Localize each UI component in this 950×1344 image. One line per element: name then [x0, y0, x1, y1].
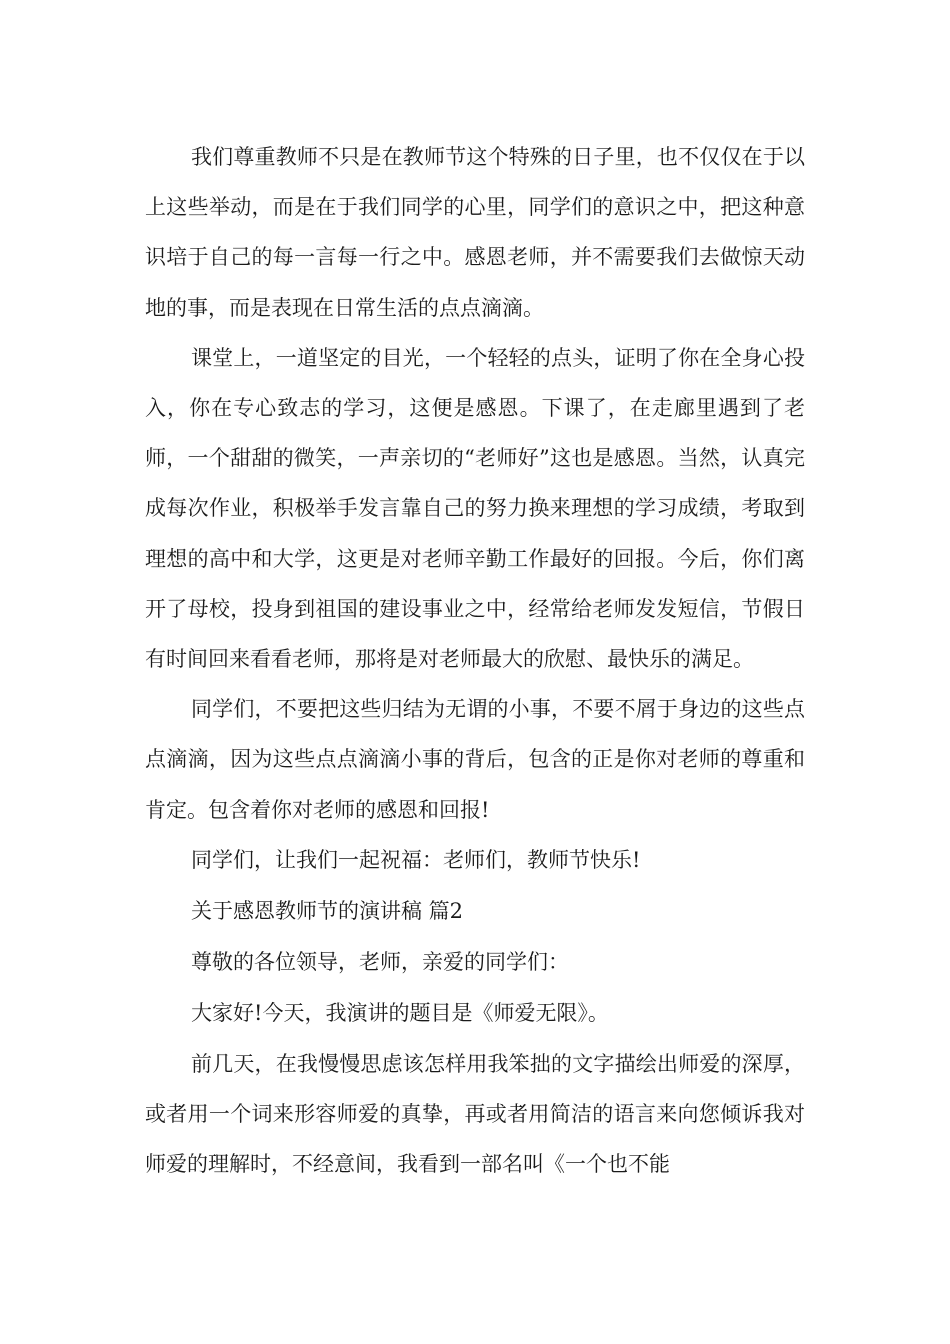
paragraph-small-things: 同学们，不要把这些归结为无谓的小事，不要不屑于身边的这些点点滴滴，因为这些点点滴滴小事的背后，包含的正是你对老师的尊重和肯定。包含着你对老师的感恩和回报! [145, 697, 805, 822]
paragraph-few-days-ago: 前几天，在我慢慢思虑该怎样用我笨拙的文字描绘出师爱的深厚，或者用一个词来形容师爱的真挚，再或者用简洁的语言来向您倾诉我对师爱的理解时，不经意间，我看到一部名叫《一个也不能 [145, 1051, 805, 1177]
section-heading-speech-2: 关于感恩教师节的演讲稿 篇2 [191, 898, 464, 923]
document-body [145, 132, 805, 1189]
paragraph-salutation: 尊敬的各位领导，老师，亲爱的同学们： [191, 949, 569, 974]
paragraph-blessing: 同学们，让我们一起祝福：老师们，教师节快乐! [191, 847, 641, 872]
paragraph-respect-teachers: 我们尊重教师不只是在教师节这个特殊的日子里，也不仅仅在于以上这些举动，而是在于我们同学的心里，同学们的意识之中，把这种意识培于自己的每一言每一行之中。感恩老师，并不需要我们去做惊天动地的事，而是表现在日常生活的点点滴滴。 [145, 145, 805, 320]
paragraph-greeting-topic: 大家好!今天，我演讲的题目是《师爱无限》。 [191, 1000, 609, 1025]
paragraph-gratitude-in-class: 课堂上，一道坚定的目光，一个轻轻的点头，证明了你在全身心投入，你在专心致志的学习，这便是感恩。下课了，在走廊里遇到了老师，一个甜甜的微笑，一声亲切的“老师好”这也是感恩。当然，认真完成每次作业，积极举手发言靠自己的努力换来理想的学习成绩，考取到理想的高中和大学，这更是对老师辛勤工作最好的回报。今后，你们离开了母校，投身到祖国的建设事业之中，经常给老师发发短信，节假日有时间回来看看老师，那将是对老师最大的欣慰、最快乐的满足。 [145, 345, 805, 672]
